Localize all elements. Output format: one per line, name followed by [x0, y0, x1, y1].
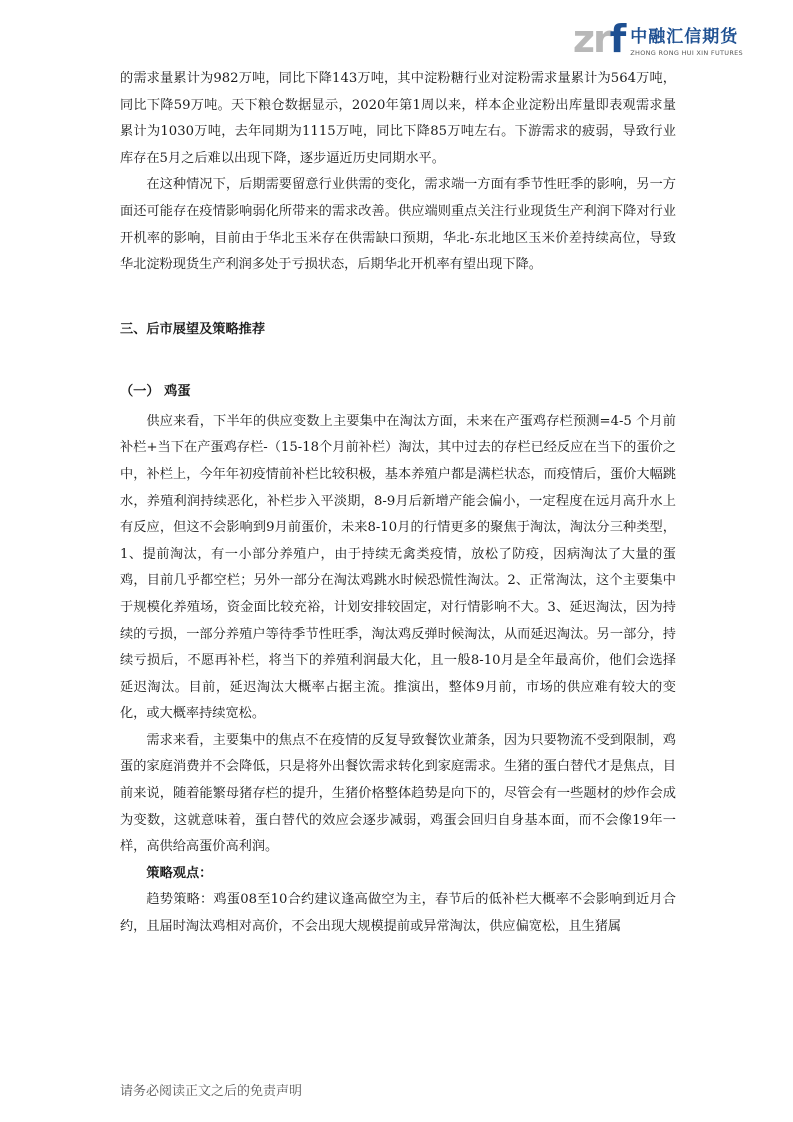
logo-chinese-name: 中融汇信期货: [630, 26, 739, 47]
paragraph-trend-strategy: 趋势策略：鸡蛋08至10合约建议逢高做空为主，春节后的低补栏大概率不会影响到近月合约，且届时淘汰鸡相对高价，不会出现大规模提前或异常淘汰，供应偏宽松，且生猪属: [120, 892, 676, 935]
document-body: [120, 66, 676, 941]
paragraph-supply-demand: 在这种情况下，后期需要留意行业供需的变化，需求端一方面有季节性旺季的影响，另一方面还可能存在疫情影响弱化所带来的需求改善。供应端则重点关注行业现货生产利润下降对行业开机率的影响，目前由于华北玉米存在供需缺口预期，华北-东北地区玉米价差持续高位，导致华北淀粉现货生产利润多处于亏损状态，后期华北开机率有望出现下降。: [120, 177, 676, 273]
logo-mark-blue: f: [609, 17, 625, 61]
paragraph-demand: 需求来看，主要集中的焦点不在疫情的反复导致餐饮业萧条，因为只要物流不受到限制，鸡蛋的家庭消费并不会降低，只是将外出餐饮需求转化到家庭需求。生猪的蛋白替代才是焦点，目前来说，随着能繁母猪存栏的提升，生猪价格整体趋势是向下的，尽管会有一些题材的炒作会成为变数，这就意味着，蛋白替代的效应会逐步减弱，鸡蛋会回归自身基本面，而不会像19年一样，高供给高蛋价高利润。: [120, 732, 676, 855]
strategy-heading: 策略观点：: [146, 865, 213, 881]
company-logo: [572, 17, 743, 61]
paragraph-continued: 的需求量累计为982万吨，同比下降143万吨，其中淀粉糖行业对淀粉需求量累计为564万吨，同比下降59万吨。天下粮仓数据显示，2020年第1周以来，样本企业淀粉出库量即表观需求量累计为1030万吨，去年同期为1115万吨，同比下降85万吨左右。下游需求的疲弱，导致行业库存在5月之后难以出现下降，逐步逼近历史同期水平。: [120, 71, 676, 166]
paragraph-supply: 供应来看，下半年的供应变数上主要集中在淘汰方面，未来在产蛋鸡存栏预测=4-5 个月前补栏+当下在产蛋鸡存栏-（15-18个月前补栏）淘汰，其中过去的存栏已经反应在当下的蛋价之中，补栏上，今年年初疫情前补栏比较积极，基本养殖户都是满栏状态，而疫情后，蛋价大幅跳水，养殖利润持续恶化，补栏步入平淡期，8-9月后新增产能会偏小，一定程度在远月高升水上有反应，但这不会影响到9月前蛋价，未来8-10月的行情更多的聚焦于淘汰，淘汰分三种类型，1、提前淘汰，有一小部分养殖户，由于持续无禽类疫情，放松了防疫，因病淘汰了大量的蛋鸡，目前几乎都空栏；另外一部分在淘汰鸡跳水时候恐慌性淘汰。2、正常淘汰，这个主要集中于规模化养殖场，资金面比较充裕，计划安排较固定，对行情影响不大。3、延迟淘汰，因为持续的亏损，一部分养殖户等待季节性旺季，淘汰鸡反弹时候淘汰，从而延迟淘汰。另一部分，持续亏损后，不愿再补栏，将当下的养殖利润最大化，且一般8-10月是全年最高价，他们会选择延迟淘汰。目前，延迟淘汰大概率占据主流。推演出，整体9月前，市场的供应难有较大的变化，或大概率持续宽松。: [120, 413, 676, 722]
subsection-heading-eggs: （一） 鸡蛋: [120, 383, 191, 399]
logo-mark-gray: zr: [572, 17, 610, 61]
logo-english-name: ZHONG RONG HUI XIN FUTURES: [630, 48, 743, 57]
section-heading-outlook: 三、后市展望及策略推荐: [120, 321, 266, 337]
logo-text: [630, 22, 743, 57]
footer-disclaimer: 请务必阅读正文之后的免责声明: [120, 1084, 303, 1099]
logo-mark: [572, 17, 625, 61]
